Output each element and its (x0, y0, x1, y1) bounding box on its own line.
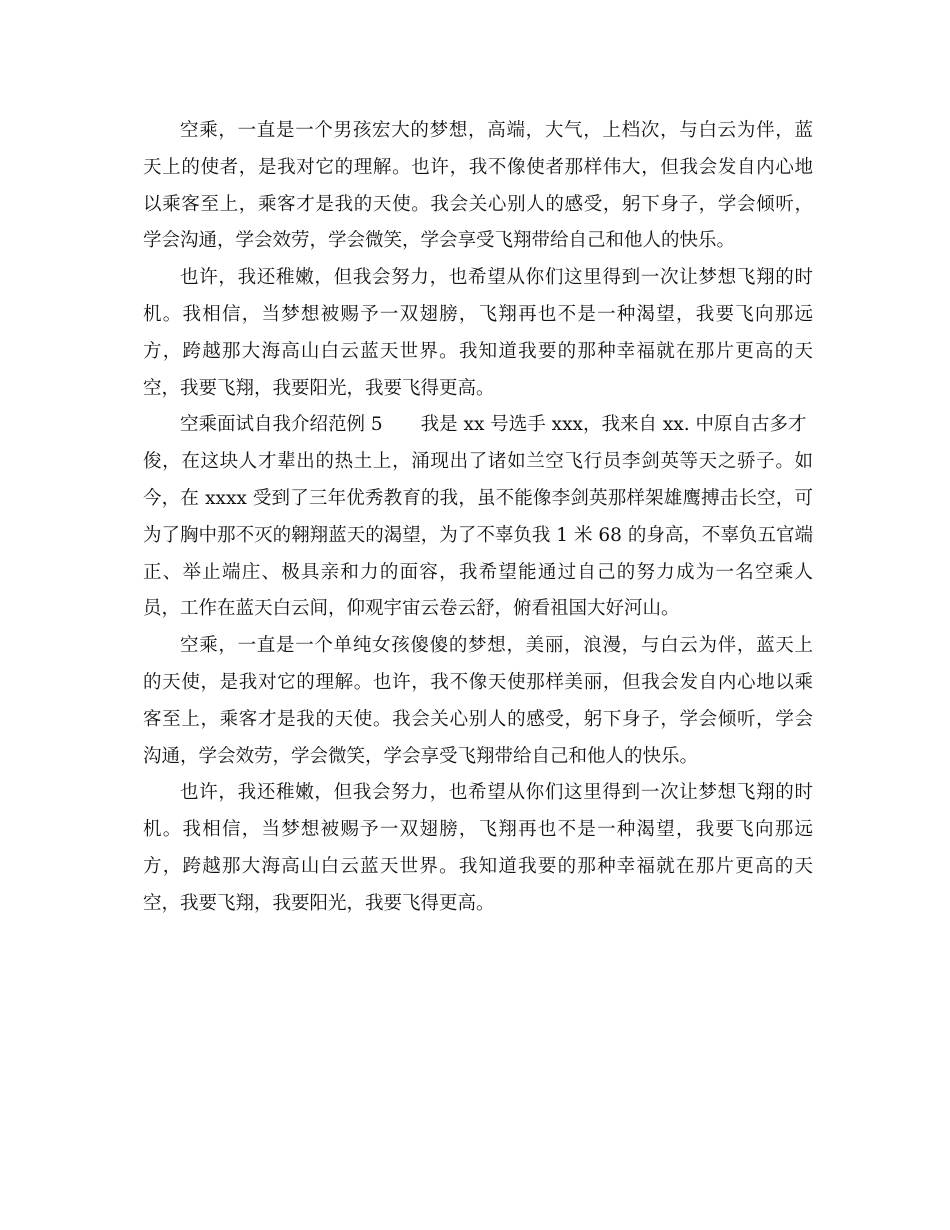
section-heading: 空乘面试自我介绍范例 5 (180, 414, 383, 436)
paragraph-line: 方，跨越那大海高山白云蓝天世界。我知道我要的那种幸福就在那片更高的天 (143, 340, 813, 362)
paragraph-line: 为了胸中那不灭的翱翔蓝天的渴望，为了不辜负我 1 米 68 的身高，不辜负五官端 (143, 524, 813, 546)
paragraph-line-rest: 我是 xx 号选手 xxx，我来自 xx. 中原自古多才 (420, 414, 807, 436)
paragraph-line: 客至上，乘客才是我的天使。我会关心别人的感受，躬下身子，学会倾听，学会 (143, 708, 813, 730)
paragraph-line: 的天使，是我对它的理解。也许，我不像天使那样美丽，但我会发自内心地以乘 (143, 671, 813, 693)
paragraph-line: 沟通，学会效劳，学会微笑，学会享受飞翔带给自己和他人的快乐。 (143, 745, 699, 767)
paragraph-line: 俊，在这块人才辈出的热土上，涌现出了诸如兰空飞行员李剑英等天之骄子。如 (143, 451, 813, 473)
paragraph-line: 空乘，一直是一个男孩宏大的梦想，高端，大气，上档次，与白云为伴，蓝 (180, 120, 813, 141)
paragraph-3 (143, 407, 813, 628)
document-body (143, 113, 813, 923)
paragraph-line: 今，在 xxxx 受到了三年优秀教育的我，虽不能像李剑英那样架雄鹰搏击长空，可 (143, 487, 813, 509)
paragraph-2 (143, 260, 813, 407)
paragraph-line: 空，我要飞翔，我要阳光，我要飞得更高。 (143, 892, 495, 914)
paragraph-line: 方，跨越那大海高山白云蓝天世界。我知道我要的那种幸福就在那片更高的天 (143, 855, 813, 877)
paragraph-4 (143, 628, 813, 775)
paragraph-1 (143, 113, 813, 260)
paragraph-line: 正、举止端庄、极具亲和力的面容，我希望能通过自己的努力成为一名空乘人 (143, 561, 813, 583)
paragraph-first-line (143, 407, 813, 444)
paragraph-line: 机。我相信，当梦想被赐予一双翅膀，飞翔再也不是一种渴望，我要飞向那远 (143, 819, 813, 841)
paragraph-line: 也许，我还稚嫩，但我会努力，也希望从你们这里得到一次让梦想飞翔的时 (180, 782, 813, 804)
paragraph-line: 机。我相信，当梦想被赐予一双翅膀，飞翔再也不是一种渴望，我要飞向那远 (143, 303, 813, 325)
paragraph-line: 也许，我还稚嫩，但我会努力，也希望从你们这里得到一次让梦想飞翔的时 (180, 267, 813, 289)
paragraph-line: 以乘客至上，乘客才是我的天使。我会关心别人的感受，躬下身子，学会倾听， (143, 193, 813, 215)
paragraph-line: 学会沟通，学会效劳，学会微笑，学会享受飞翔带给自己和他人的快乐。 (143, 230, 736, 252)
paragraph-line: 天上的使者，是我对它的理解。也许，我不像使者那样伟大，但我会发自内心地 (143, 156, 813, 178)
paragraph-line: 空，我要飞翔，我要阳光，我要飞得更高。 (143, 377, 495, 399)
paragraph-line: 员，工作在蓝天白云间，仰观宇宙云卷云舒，俯看祖国大好河山。 (143, 598, 680, 620)
paragraph-line: 空乘，一直是一个单纯女孩傻傻的梦想，美丽，浪漫，与白云为伴，蓝天上 (180, 635, 813, 657)
paragraph-5 (143, 775, 813, 922)
